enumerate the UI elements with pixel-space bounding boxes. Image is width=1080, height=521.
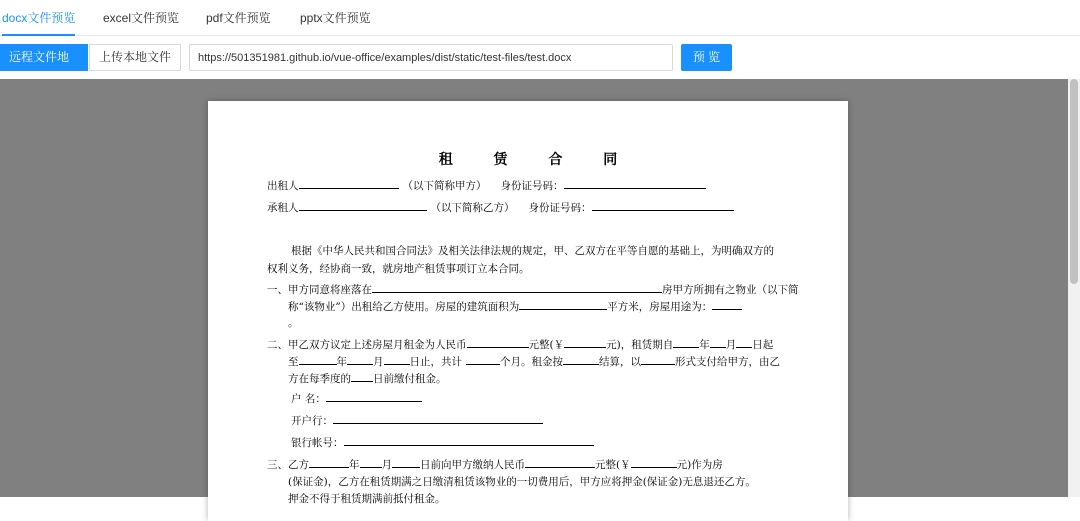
clause-2-line-1: 二、甲乙双方议定上述房屋月租金为人民币 元整(￥ 元)，租赁期自 年 月 日起 [267,339,774,351]
tab-excel[interactable]: excel文件预览 [103,11,180,25]
remote-file-button[interactable]: 远程文件地 [0,44,88,71]
lessor-line: 出租人 （以下简称甲方） 身份证号码： [267,178,706,193]
clause-2-line-2: 至 年 月 日止，共计 个月。租金按 结算，以 形式支付给甲方，由乙 [288,356,780,368]
tab-pptx[interactable]: pptx文件预览 [300,11,371,25]
scroll-thumb[interactable] [1070,79,1078,284]
intro-line-2: 权利义务，经协商一致，就房地产租赁事项订立本合同。 [267,263,530,275]
url-input[interactable] [189,44,673,71]
intro-line-1: 根据《中华人民共和国合同法》及相关法律法规的规定，甲、乙双方在平等自愿的基础上，为明确双方的 [291,245,774,257]
account-name-line: 户 名： [291,391,422,406]
clause-3-line-2: (保证金)，乙方在租赁期满之日缴清租赁该物业的一切费用后，甲方应将押金(保证金)无息退还乙方。 [288,476,756,488]
tab-pdf[interactable]: pdf文件预览 [206,11,271,25]
toolbar [0,36,1080,79]
clause-1-line-2: 称“该物业”）出租给乙方使用。房屋的建筑面积为 平方米，房屋用途为： [288,299,742,314]
document-title: 租 赁 合 同 [438,152,636,168]
clause-1-line-1: 一、甲方同意将座落在 房甲方所拥有之物业（以下简 [267,284,799,296]
clause-2-line-3: 方在每季度的 日前缴付租金。 [288,373,447,385]
preview-button[interactable]: 预 览 [681,44,732,71]
account-number-line: 银行帐号： [291,435,594,450]
tab-bar [0,0,1080,36]
tab-docx[interactable]: docx文件预览 [2,0,75,36]
viewer-scrollbar[interactable] [1068,79,1080,497]
clause-1-line-3: 。 [288,317,299,329]
clause-3-line-3: 押金不得于租赁期满前抵付租金。 [288,493,446,505]
upload-local-file-button[interactable]: 上传本地文件 [89,44,181,71]
lessee-line: 承租人 （以下简称乙方） 身份证号码： [267,200,734,215]
document-page [208,101,848,521]
clause-3-line-1: 三、乙方 年 月 日前向甲方缴纳人民币 元整(￥ 元)作为房 [267,459,723,471]
document-viewer[interactable] [0,79,1080,505]
bank-line: 开户行： [291,413,543,428]
